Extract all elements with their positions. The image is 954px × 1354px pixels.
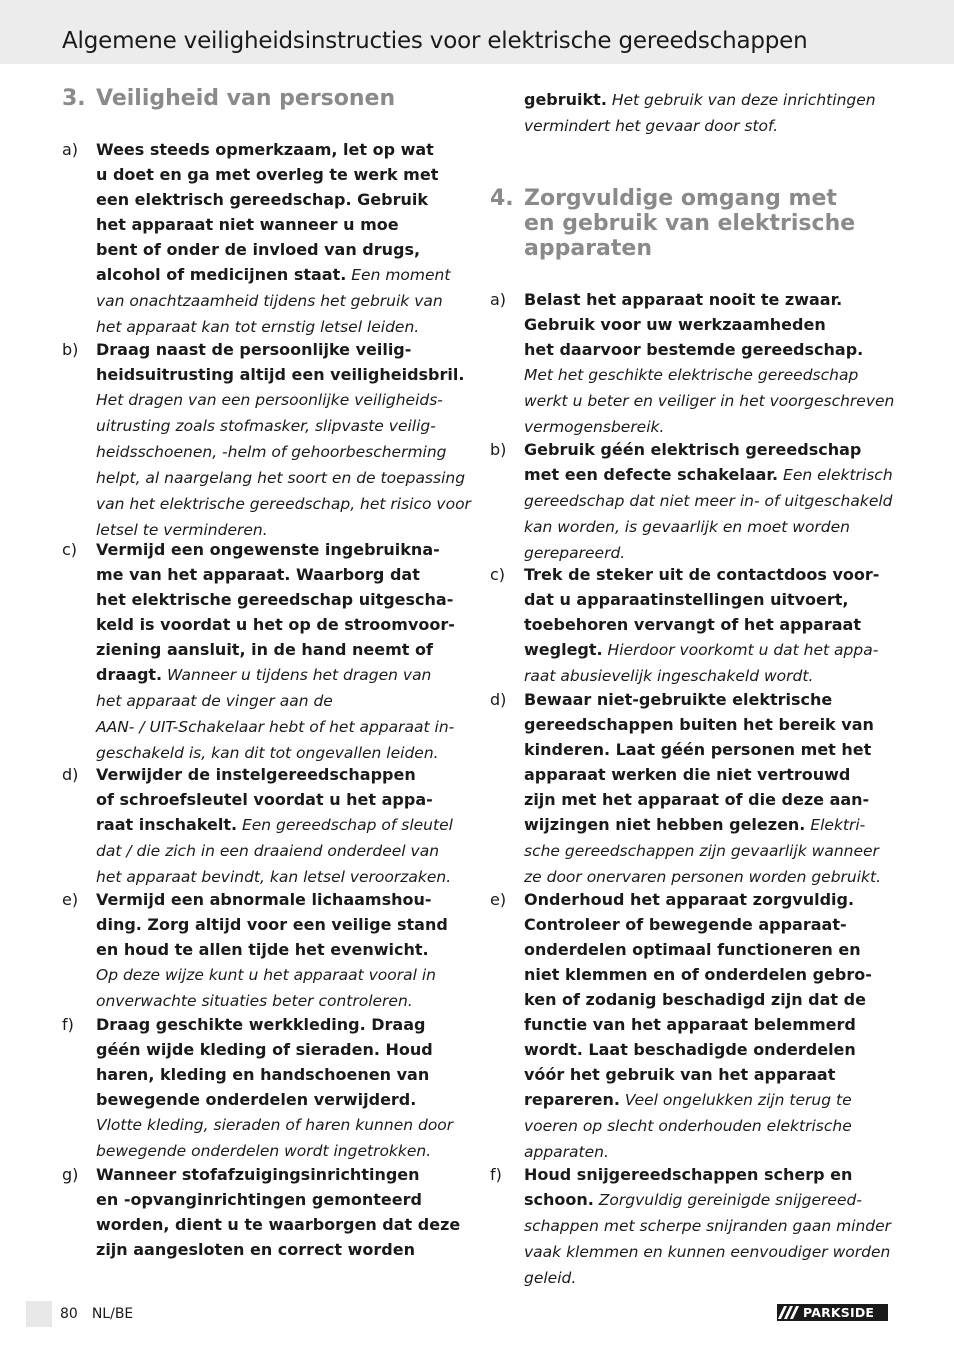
text-line <box>524 812 900 838</box>
bold-text: worden, dient u te waarborgen dat deze <box>96 1215 461 1234</box>
text-line <box>96 912 472 937</box>
bold-text: bent of onder de invloed van drugs, <box>96 240 421 259</box>
bold-text: géén wijde kleding of sieraden. Houd <box>96 1040 433 1059</box>
bold-text: vóór het gebruik van het apparaat <box>524 1065 836 1084</box>
text-line <box>524 462 900 488</box>
italic-text: Elektri- <box>805 816 866 834</box>
section-number: 4. <box>490 186 514 211</box>
bold-text: raat inschakelt. <box>96 815 238 834</box>
italic-text: onverwachte situaties beter controleren. <box>96 992 413 1010</box>
item-body <box>96 1012 472 1164</box>
bold-text: Houd snijgereedschappen scherp en <box>524 1165 853 1184</box>
bold-text: Verwijder de instelgereedschappen <box>96 765 416 784</box>
italic-text: Wanneer u tijdens het dragen van <box>162 666 432 684</box>
text-line <box>96 812 472 838</box>
item-body <box>96 887 472 1014</box>
text-line <box>524 514 900 540</box>
text-line <box>96 714 472 740</box>
italic-text: Een moment <box>346 266 451 284</box>
bold-text: een elektrisch gereedschap. Gebruik <box>96 190 428 209</box>
item-body <box>96 762 472 890</box>
item-body <box>524 687 900 890</box>
bold-text: gebruikt. <box>524 90 607 109</box>
bold-text: het elektrische gereedschap uitgescha- <box>96 590 454 609</box>
italic-text: kan worden, is gevaarlijk en moet worden <box>524 518 850 536</box>
bold-text: haren, kleding en handschoenen van <box>96 1065 430 1084</box>
page-footer <box>60 1306 133 1322</box>
text-line <box>96 137 472 162</box>
text-line <box>96 387 472 413</box>
italic-text: het apparaat de vinger aan de <box>96 692 333 710</box>
bold-text: dat u apparaatinstellingen uitvoert, <box>524 590 849 609</box>
text-line <box>524 1239 900 1265</box>
text-line <box>524 762 900 787</box>
bold-text: en -opvanginrichtingen gemonteerd <box>96 1190 422 1209</box>
text-line <box>96 1037 472 1062</box>
bold-text: wijzingen niet hebben gelezen. <box>524 815 806 834</box>
list-item <box>490 287 900 440</box>
section-number: 3. <box>62 86 86 111</box>
bold-text: schoon. <box>524 1190 594 1209</box>
text-line <box>96 212 472 237</box>
section-3-title <box>62 86 395 111</box>
bold-text: het apparaat niet wanneer u moe <box>96 215 399 234</box>
italic-text: Een elektrisch <box>778 466 893 484</box>
text-line <box>96 413 472 439</box>
text-line <box>524 887 900 912</box>
bold-text: wordt. Laat beschadigde onderdelen <box>524 1040 856 1059</box>
list-item <box>490 437 900 566</box>
text-line <box>96 637 472 662</box>
continuation-text <box>524 87 904 139</box>
italic-text: werkt u beter en veiliger in het voorgeschreven <box>524 392 895 410</box>
bold-text: Wanneer stofafzuigingsinrichtingen <box>96 1165 420 1184</box>
text-line <box>524 987 900 1012</box>
text-line <box>524 737 900 762</box>
text-line <box>96 237 472 262</box>
section-4-title <box>490 186 855 261</box>
item-body <box>524 437 900 566</box>
item-letter: c) <box>490 565 506 584</box>
bold-text: Controleer of bewegende apparaat- <box>524 915 847 934</box>
italic-text: vermogensbereik. <box>524 418 665 436</box>
item-body <box>96 1162 472 1262</box>
item-letter: c) <box>62 540 78 559</box>
text-line <box>524 562 900 587</box>
text-line <box>96 187 472 212</box>
brand-logo <box>777 1304 888 1321</box>
list-item <box>62 537 472 766</box>
italic-text: AAN- / UIT-Schakelaar hebt of het apparaat in- <box>96 718 455 736</box>
bold-text: Draag geschikte werkkleding. Draag <box>96 1015 426 1034</box>
list-item <box>62 137 472 340</box>
text-line <box>96 762 472 787</box>
list-item <box>62 762 472 890</box>
item-letter: f) <box>62 1015 74 1034</box>
header-title: Algemene veiligheidsinstructies voor elektrische gereedschappen <box>62 28 808 54</box>
italic-text: Hierdoor voorkomt u dat het appa- <box>602 641 879 659</box>
list-item <box>490 562 900 689</box>
bold-text: Gebruik voor uw werkzaamheden <box>524 315 826 334</box>
italic-text: Zorgvuldig gereinigde snijgereed- <box>593 1191 862 1209</box>
text-line <box>96 787 472 812</box>
text-line <box>524 712 900 737</box>
text-line <box>524 1037 900 1062</box>
bold-text: alcohol of medicijnen staat. <box>96 265 347 284</box>
italic-text: vaak klemmen en kunnen eenvoudiger worden <box>524 1243 891 1261</box>
text-line <box>96 662 472 688</box>
item-body <box>524 562 900 689</box>
text-line <box>524 362 900 388</box>
bold-text: Vermijd een ongewenste ingebruikna- <box>96 540 440 559</box>
bold-text: of schroefsleutel voordat u het appa- <box>96 790 433 809</box>
italic-text: geschakeld is, kan dit tot ongevallen leiden. <box>96 744 439 762</box>
text-line <box>524 1162 900 1187</box>
text-line <box>96 162 472 187</box>
text-line <box>96 288 472 314</box>
list-item <box>62 887 472 1014</box>
bold-text: Onderhoud het apparaat zorgvuldig. <box>524 890 855 909</box>
italic-text: Veel ongelukken zijn terug te <box>619 1091 852 1109</box>
italic-text: gerepareerd. <box>524 544 626 562</box>
item-body <box>96 137 472 340</box>
italic-text: sche gereedschappen zijn gevaarlijk wanneer <box>524 842 879 860</box>
bold-text: Belast het apparaat nooit te zwaar. <box>524 290 843 309</box>
item-letter: b) <box>490 440 507 459</box>
text-line <box>96 537 472 562</box>
text-line <box>96 562 472 587</box>
text-line <box>524 612 900 637</box>
text-line <box>96 887 472 912</box>
bold-text: het daarvoor bestemde gereedschap. <box>524 340 864 359</box>
section-title-line: en gebruik van elektrische <box>524 211 856 236</box>
bold-text: toebehoren vervangt of het apparaat <box>524 615 861 634</box>
text-line <box>524 912 900 937</box>
italic-text: ze door onervaren personen worden gebruikt. <box>524 868 882 886</box>
text-line <box>524 388 900 414</box>
text-line <box>524 437 900 462</box>
bold-text: heidsuitrusting altijd een veiligheidsbril. <box>96 365 465 384</box>
item-letter: g) <box>62 1165 79 1184</box>
italic-text: Een gereedschap of sleutel <box>237 816 453 834</box>
bold-text: onderdelen optimaal functioneren en <box>524 940 861 959</box>
text-line <box>96 612 472 637</box>
text-line <box>96 587 472 612</box>
bold-text: ding. Zorg altijd voor een veilige stand <box>96 915 448 934</box>
text-line <box>96 1087 472 1112</box>
text-line <box>96 1187 472 1212</box>
bold-text: zijn met het apparaat of die deze aan- <box>524 790 870 809</box>
item-letter: e) <box>490 890 507 909</box>
text-line <box>96 1138 472 1164</box>
bold-text: Trek de steker uit de contactdoos voor- <box>524 565 880 584</box>
section-title-line: apparaten <box>524 236 652 261</box>
bold-text: zijn aangesloten en correct worden <box>96 1240 415 1259</box>
text-line <box>524 1062 900 1087</box>
bold-text: Draag naast de persoonlijke veilig- <box>96 340 412 359</box>
italic-text: geleid. <box>524 1269 577 1287</box>
item-letter: d) <box>490 690 507 709</box>
text-line <box>96 491 472 517</box>
bold-text: kinderen. Laat géén personen met het <box>524 740 872 759</box>
text-line <box>96 1212 472 1237</box>
bold-text: en houd te allen tijde het evenwicht. <box>96 940 429 959</box>
text-line <box>524 937 900 962</box>
page-number: 80 <box>60 1306 78 1322</box>
text-line <box>524 663 900 689</box>
text-line <box>96 1162 472 1187</box>
italic-text: bewegende onderdelen wordt ingetrokken. <box>96 1142 432 1160</box>
bold-text: apparaat werken die niet vertrouwd <box>524 765 851 784</box>
bold-text: Bewaar niet-gebruikte elektrische <box>524 690 833 709</box>
italic-text: Op deze wijze kunt u het apparaat vooral in <box>96 966 436 984</box>
text-line <box>524 287 900 312</box>
italic-text: raat abusievelijk ingeschakeld wordt. <box>524 667 814 685</box>
italic-text: Vlotte kleding, sieraden of haren kunnen door <box>96 1116 454 1134</box>
bold-text: Gebruik géén elektrisch gereedschap <box>524 440 862 459</box>
italic-text: Het dragen van een persoonlijke veiligheids- <box>96 391 443 409</box>
item-letter: d) <box>62 765 79 784</box>
italic-text: gereedschap dat niet meer in- of uitgeschakeld <box>524 492 893 510</box>
text-line <box>96 688 472 714</box>
text-line <box>96 988 472 1014</box>
text-line <box>524 962 900 987</box>
italic-text: letsel te verminderen. <box>96 521 268 539</box>
bold-text: ken of zodanig beschadigd zijn dat de <box>524 990 866 1009</box>
bold-text: gereedschappen buiten het bereik van <box>524 715 874 734</box>
italic-text: schappen met scherpe snijranden gaan minder <box>524 1217 892 1235</box>
bold-text: keld is voordat u het op de stroomvoor- <box>96 615 455 634</box>
text-line <box>96 337 472 362</box>
bold-text: weglegt. <box>524 640 603 659</box>
item-body <box>524 1162 900 1291</box>
bold-text: u doet en ga met overleg te werk met <box>96 165 439 184</box>
bold-text: bewegende onderdelen verwijderd. <box>96 1090 417 1109</box>
bold-text: functie van het apparaat belemmerd <box>524 1015 856 1034</box>
item-letter: a) <box>490 290 507 309</box>
text-line <box>524 1213 900 1239</box>
italic-text: van het elektrische gereedschap, het risico voor <box>96 495 471 513</box>
item-letter: f) <box>490 1165 502 1184</box>
page-marker <box>26 1301 52 1327</box>
italic-text: het apparaat kan tot ernstig letsel leiden. <box>96 318 420 336</box>
text-line <box>96 262 472 288</box>
text-line <box>96 1062 472 1087</box>
bold-text: met een defecte schakelaar. <box>524 465 779 484</box>
bold-text: draagt. <box>96 665 163 684</box>
text-line <box>524 1012 900 1037</box>
item-body <box>96 337 472 543</box>
italic-text: vermindert het gevaar door stof. <box>524 117 779 135</box>
list-item <box>62 337 472 543</box>
bold-text: me van het apparaat. Waarborg dat <box>96 565 420 584</box>
list-item <box>62 1012 472 1164</box>
bold-text: ziening aansluit, in de hand neemt of <box>96 640 433 659</box>
text-line <box>524 637 900 663</box>
italic-text: apparaten. <box>524 1143 609 1161</box>
text-line <box>96 465 472 491</box>
section-title-line: Zorgvuldige omgang met <box>524 186 837 211</box>
italic-text: voeren op slecht onderhouden elektrische <box>524 1117 852 1135</box>
text-line <box>524 312 900 337</box>
text-line <box>524 687 900 712</box>
page-header <box>0 0 954 64</box>
italic-text: uitrusting zoals stofmasker, slipvaste veilig- <box>96 417 436 435</box>
text-line <box>96 1112 472 1138</box>
language-code: NL/BE <box>91 1306 134 1322</box>
item-letter: b) <box>62 340 79 359</box>
text-line <box>524 337 900 362</box>
item-body <box>524 887 900 1165</box>
text-line <box>96 937 472 962</box>
bold-text: Vermijd een abnormale lichaamshou- <box>96 890 432 909</box>
logo-stripes-icon <box>781 1306 799 1319</box>
text-line <box>524 1087 900 1113</box>
list-item <box>62 1162 472 1262</box>
italic-text: het apparaat bevindt, kan letsel veroorzaken. <box>96 868 452 886</box>
text-line <box>524 1113 900 1139</box>
item-body <box>96 537 472 766</box>
text-line <box>524 113 904 139</box>
text-line <box>96 962 472 988</box>
text-line <box>96 838 472 864</box>
italic-text: dat / die zich in een draaiend onderdeel van <box>96 842 440 860</box>
bold-text: niet klemmen en of onderdelen gebro- <box>524 965 872 984</box>
italic-text: Met het geschikte elektrische gereedschap <box>524 366 859 384</box>
section-title-text: Veiligheid van personen <box>96 86 396 111</box>
brand-name: PARKSIDE <box>803 1305 875 1320</box>
text-line <box>524 87 904 113</box>
text-line <box>96 1012 472 1037</box>
bold-text: Wees steeds opmerkzaam, let op wat <box>96 140 434 159</box>
italic-text: helpt, al naargelang het soort en de toepassing <box>96 469 466 487</box>
text-line <box>524 1265 900 1291</box>
italic-text: heidsschoenen, -helm of gehoorbescherming <box>96 443 447 461</box>
bold-text: repareren. <box>524 1090 620 1109</box>
text-line <box>524 1187 900 1213</box>
list-item <box>490 1162 900 1291</box>
item-body <box>524 287 900 440</box>
text-line <box>96 1237 472 1262</box>
text-line <box>524 587 900 612</box>
text-line <box>96 439 472 465</box>
text-line <box>96 362 472 387</box>
italic-text: van onachtzaamheid tijdens het gebruik van <box>96 292 443 310</box>
text-line <box>524 838 900 864</box>
text-line <box>524 787 900 812</box>
italic-text: Het gebruik van deze inrichtingen <box>606 91 876 109</box>
item-letter: e) <box>62 890 79 909</box>
list-item <box>490 887 900 1165</box>
text-line <box>524 488 900 514</box>
item-letter: a) <box>62 140 79 159</box>
list-item <box>490 687 900 890</box>
